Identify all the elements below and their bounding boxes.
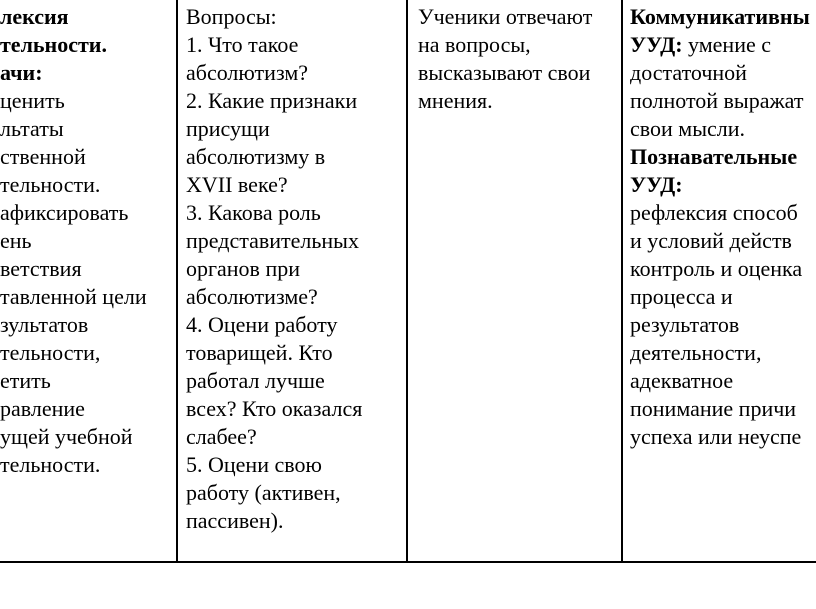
text: умение с (688, 32, 772, 57)
cell-text-line: тельности. (0, 452, 101, 477)
cell-text-line (630, 283, 733, 311)
text: контроль и оценка (630, 256, 803, 281)
cell-text-line: 2. Какие признаки (186, 88, 358, 113)
cell-text-line (630, 31, 771, 59)
cell-text-line: мнения. (418, 88, 493, 113)
bold-text: Коммуникативны (630, 4, 810, 29)
bold-text: УУД: (630, 172, 683, 197)
cell-text-line: 3. Какова роль (186, 200, 321, 225)
cell-text-line: ственной (0, 144, 86, 169)
teacher-questions-cell (186, 0, 405, 560)
student-activity-cell (418, 0, 620, 560)
column-divider (406, 0, 408, 562)
bold-text: Познавательные (630, 144, 798, 169)
cell-text-line: ень (0, 228, 32, 253)
cell-text-line: 4. Оцени работу (186, 312, 338, 337)
text: рефлексия способ (630, 200, 798, 225)
text: достаточной (630, 60, 747, 85)
text: успеха или неуспе (630, 424, 802, 449)
table-bottom-border (0, 561, 816, 563)
cell-text-line (630, 143, 797, 171)
cell-text-line: лексия (0, 4, 69, 29)
cell-text-line (630, 199, 798, 227)
cell-text-line: льтаты (0, 116, 64, 141)
text: полнотой выражат (630, 88, 804, 113)
bold-text: УУД: (630, 32, 689, 57)
cell-text-line: Вопросы: (186, 4, 277, 29)
cell-text-line: ачи: (0, 60, 43, 85)
cell-text-line: всех? Кто оказался (186, 396, 363, 421)
cell-text-line: етить (0, 368, 51, 393)
cell-text-line (630, 227, 792, 255)
cell-text-line: высказывают свои (418, 60, 591, 85)
cell-text-line: равление (0, 396, 85, 421)
cell-text-line: 1. Что такое (186, 32, 299, 57)
cell-text-line: пассивен). (186, 508, 284, 533)
cell-text-line: товарищей. Кто (186, 340, 333, 365)
cell-text-line: ветствия (0, 256, 82, 281)
cell-text-line: тавленной цели (0, 284, 147, 309)
text: процесса и (630, 284, 733, 309)
cell-text-line: абсолютизму в (186, 144, 326, 169)
cell-text-line: афиксировать (0, 200, 129, 225)
text: адекватное (630, 368, 734, 393)
cell-text-line (630, 395, 796, 423)
cell-text-line: тельности, (0, 340, 101, 365)
cell-text-line: ценить (0, 88, 65, 113)
text: и условий действ (630, 228, 792, 253)
cell-text-line (630, 87, 804, 115)
text: результатов (630, 312, 740, 337)
text: понимание причи (630, 396, 797, 421)
cell-text-line: работал лучше (186, 368, 325, 393)
reflection-stage-cell (0, 0, 175, 560)
cell-text-line (630, 3, 810, 31)
cell-text-line (630, 255, 802, 283)
cell-text-line: ущей учебной (0, 424, 133, 449)
cell-text-line (630, 423, 801, 451)
cell-text-line (630, 367, 733, 395)
cell-text-line: представительных (186, 228, 359, 253)
cell-text-line (630, 115, 745, 143)
cell-text-line: на вопросы, (418, 32, 531, 57)
cell-text-line: Ученики отвечают (418, 4, 593, 29)
cell-text-line: зультатов (0, 312, 89, 337)
cell-text-line: тельности. (0, 32, 107, 57)
cell-text-line: органов при (186, 256, 300, 281)
cell-text-line (630, 59, 747, 87)
cell-text-line: абсолютизм? (186, 60, 309, 85)
learning-outcomes-cell (630, 0, 816, 560)
cell-text-line (630, 311, 739, 339)
text: свои мысли. (630, 116, 745, 141)
cell-text-line: присущи (186, 116, 270, 141)
column-divider (621, 0, 623, 562)
cell-text-line: абсолютизме? (186, 284, 318, 309)
column-divider (176, 0, 178, 562)
cell-text-line: XVII веке? (186, 172, 288, 197)
cell-text-line (630, 171, 683, 199)
cell-text-line: слабее? (186, 424, 257, 449)
cell-text-line: тельности. (0, 172, 101, 197)
cell-text-line: работу (активен, (186, 480, 341, 505)
text: деятельности, (630, 340, 762, 365)
cell-text-line: 5. Оцени свою (186, 452, 322, 477)
cell-text-line (630, 339, 761, 367)
